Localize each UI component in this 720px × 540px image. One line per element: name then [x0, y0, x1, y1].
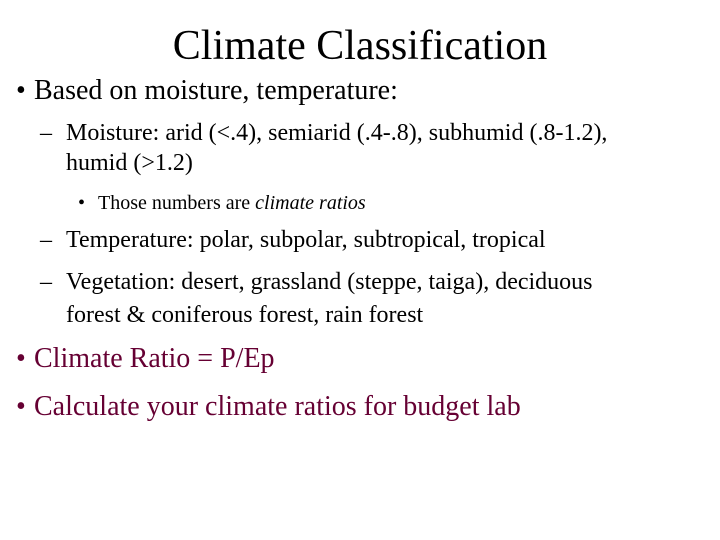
subitem-moisture-line2: humid (>1.2): [66, 150, 193, 176]
subitem-temperature: Temperature: polar, subpolar, subtropical, tropical: [66, 227, 546, 253]
bullet-item-moisture-temperature: Based on moisture, temperature:: [34, 75, 398, 106]
bullet-item-calculate: Calculate your climate ratios for budget lab: [34, 391, 521, 422]
bullet-item-climate-ratio: Climate Ratio = P/Ep: [34, 343, 275, 374]
bullet-marker: •: [16, 75, 26, 106]
dash-marker: –: [40, 269, 52, 295]
slide-title: Climate Classification: [172, 23, 548, 69]
bullet-marker: •: [16, 343, 26, 374]
dash-marker: –: [40, 227, 52, 253]
subsubitem-emphasis: climate ratios: [255, 192, 366, 214]
subsubitem-climate-ratios: [98, 191, 366, 215]
bullet-marker: •: [78, 192, 86, 214]
bullet-marker: •: [16, 391, 26, 422]
dash-marker: –: [40, 120, 52, 146]
subitem-moisture-line1: Moisture: arid (<.4), semiarid (.4-.8), subhumid (.8-1.2),: [66, 120, 608, 146]
subitem-vegetation-line2: forest & coniferous forest, rain forest: [66, 302, 424, 328]
subitem-vegetation-line1: Vegetation: desert, grassland (steppe, taiga), deciduous: [66, 269, 593, 295]
subsubitem-prefix: Those numbers are: [98, 192, 256, 214]
